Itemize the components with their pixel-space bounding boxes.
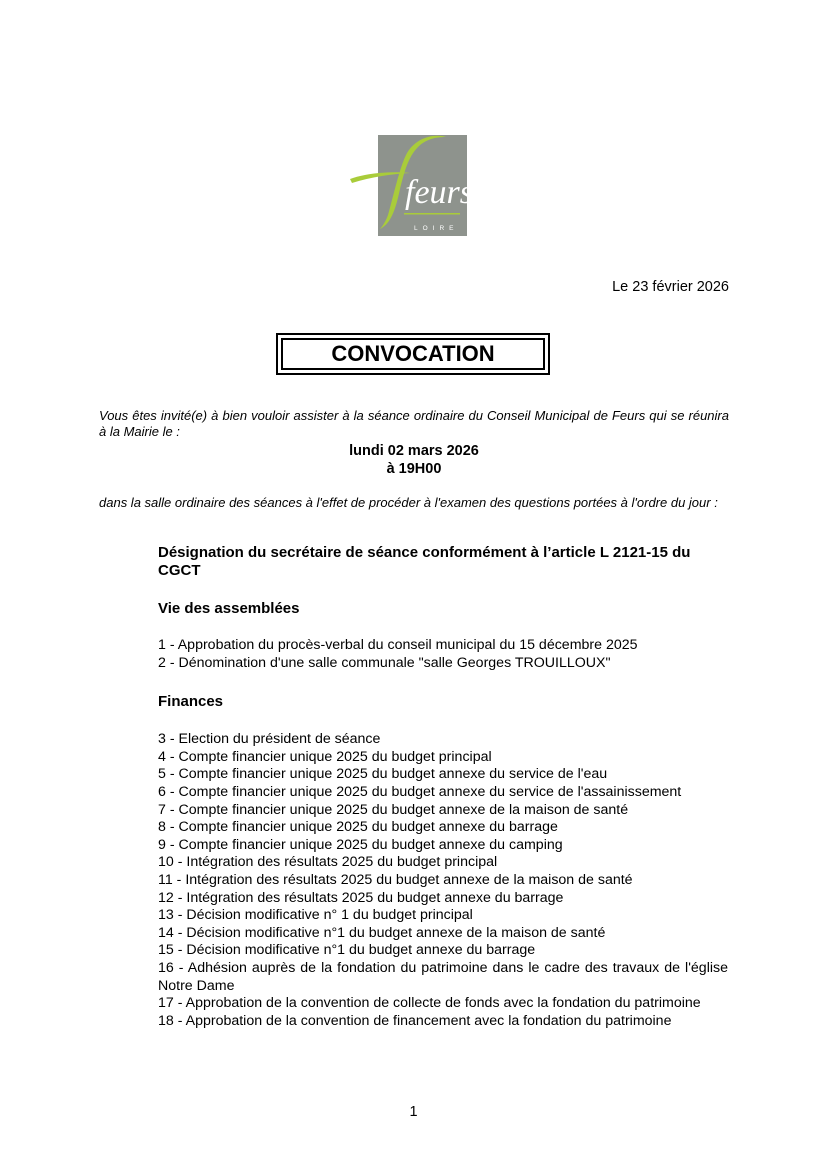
agenda-item: 16 - Adhésion auprès de la fondation du patrimoine dans le cadre des travaux de l'église Notre Dame [158,959,728,994]
agenda-list-vie [158,637,728,672]
agenda-item: 1 - Approbation du procès-verbal du conseil municipal du 15 décembre 2025 [158,637,638,653]
agenda-item: 18 - Approbation de la convention de financement avec la fondation du patrimoine [158,1012,672,1029]
agenda-item: 11 - Intégration des résultats 2025 du budget annexe de la maison de santé [158,871,633,888]
session-block [99,442,729,478]
agenda-item: 14 - Décision modificative n°1 du budget annexe de la maison de santé [158,924,606,941]
section-title-finances: Finances [158,693,224,711]
logo-brand-text: feurs [405,174,468,211]
agenda-item: 13 - Décision modificative n° 1 du budget principal [158,907,473,924]
page-number: 1 [409,1104,418,1120]
agenda-item: 4 - Compte financier unique 2025 du budget principal [158,748,492,765]
agenda-item: 17 - Approbation de la convention de collecte de fonds avec la fondation du patrimoine [158,995,701,1012]
agenda-item: 5 - Compte financier unique 2025 du budget annexe du service de l'eau [158,766,608,783]
logo-region-text: LOIRE [414,225,459,232]
agenda-list-finances [158,731,728,1030]
agenda-item: 8 - Compte financier unique 2025 du budget annexe du barrage [158,819,558,836]
agenda-item: 6 - Compte financier unique 2025 du budget annexe du service de l'assainissement [158,783,682,800]
feurs-logo [348,133,468,237]
agenda-item: 9 - Compte financier unique 2025 du budget annexe du camping [158,836,563,853]
location-text: dans la salle ordinaire des séances à l'effet de procéder à l'examen des questions portées à l'ordre du jour : [99,495,718,510]
agenda-item: 10 - Intégration des résultats 2025 du budget principal [158,854,498,871]
title-frame [276,333,550,375]
agenda-item: 7 - Compte financier unique 2025 du budget annexe de la maison de santé [158,801,629,818]
agenda-item: 3 - Election du président de séance [158,731,381,748]
session-time: à 19H00 [386,461,442,477]
designation-heading: Désignation du secrétaire de séance conformément à l’article L 2121-15 du CGCT [158,544,691,579]
section-title-vie: Vie des assemblées [158,600,300,617]
agenda-item: 2 - Dénomination d'une salle communale "salle Georges TROUILLOUX" [158,654,611,671]
invitation-text: Vous êtes invité(e) à bien vouloir assister à la séance ordinaire du Conseil Municipal de Feurs qui se réunira à la Mairie le : [99,408,729,439]
agenda-item: 15 - Décision modificative n°1 du budget annexe du barrage [158,942,536,959]
agenda [158,544,728,1030]
document-title: CONVOCATION [281,338,545,370]
document-date: Le 23 février 2026 [612,279,729,295]
agenda-item: 12 - Intégration des résultats 2025 du budget annexe du barrage [158,889,564,906]
session-date: lundi 02 mars 2026 [349,443,479,459]
